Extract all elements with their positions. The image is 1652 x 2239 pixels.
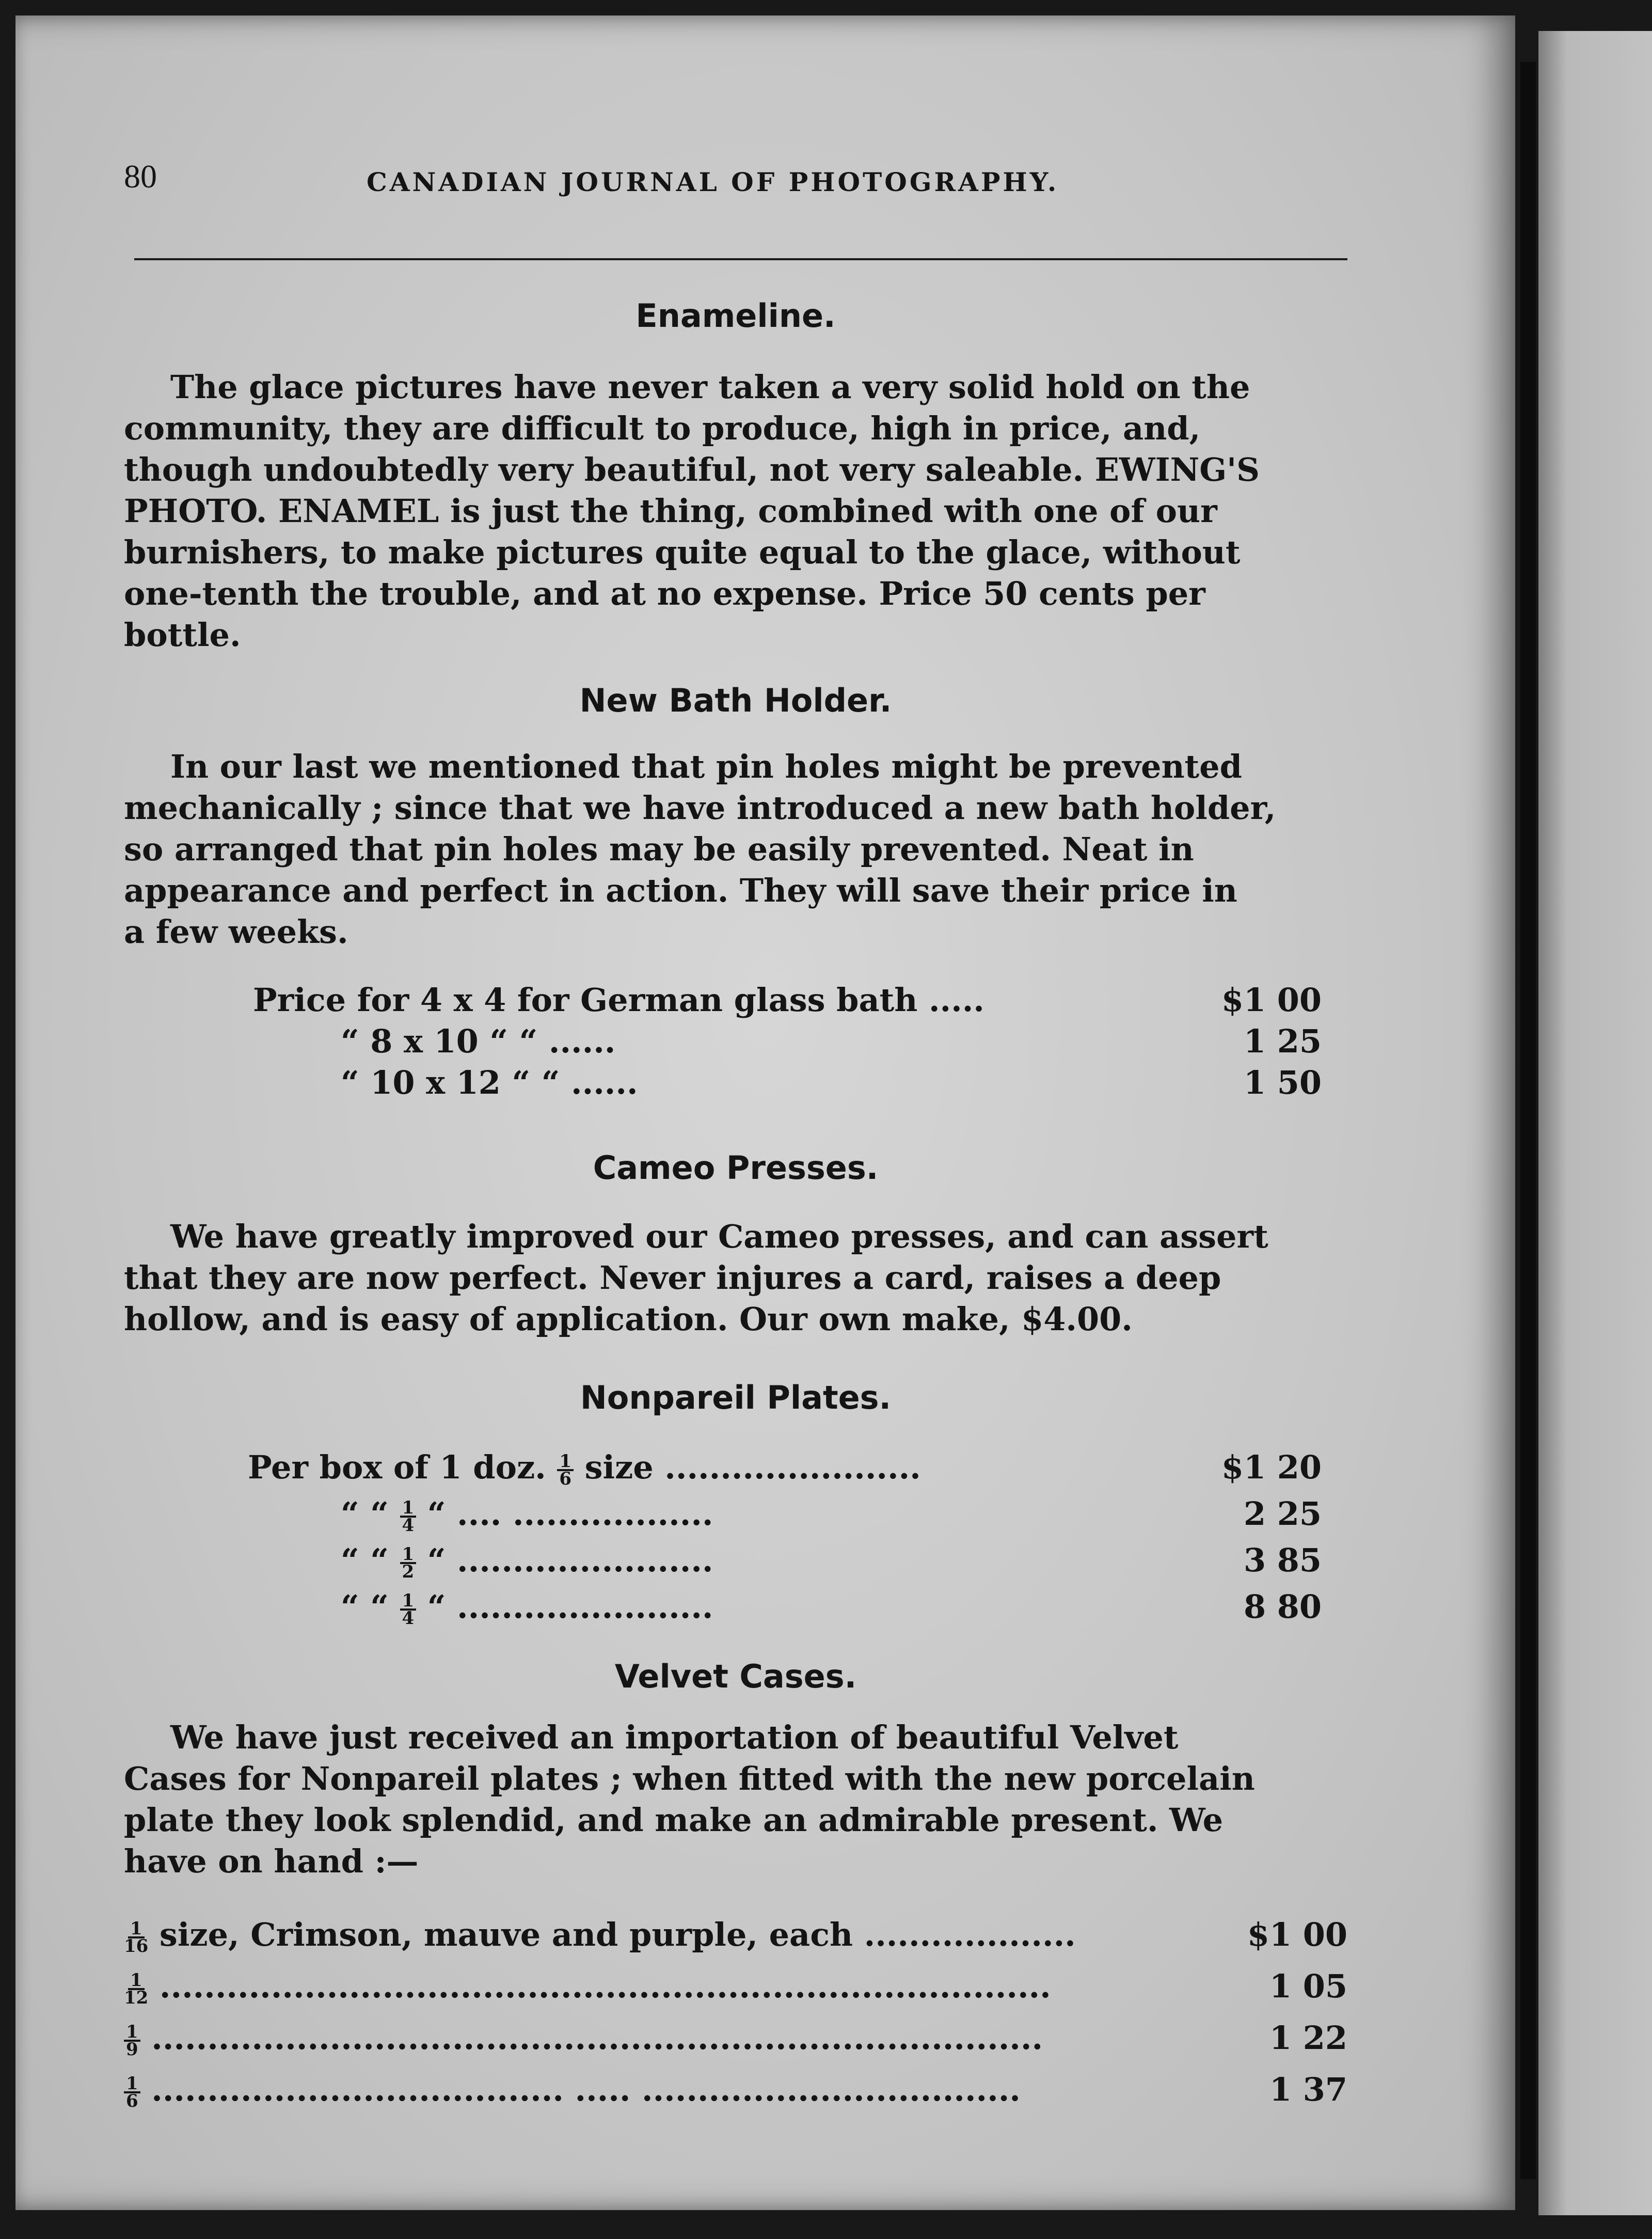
fraction: $\frac{1}{4}$ [400,1500,417,1533]
fraction: $\frac{1}{6}$ [557,1454,574,1487]
running-header [124,157,1347,204]
velvet-row: $\frac{1}{6}$ ..................................... ..... .................................. [124,2071,1021,2109]
nonpareil-price: 3 85 [1243,1541,1322,1579]
text-line: In our last we mentioned that pin holes might be prevented [170,748,1242,785]
text-line: We have greatly improved our Cameo presses, and can assert [170,1218,1268,1255]
velvet-row: $\frac{1}{12}$ ................................................................................ [124,1967,1051,2008]
page-number: 80 [124,158,157,195]
book-page [15,15,1515,2210]
bath-price-row-price: 1 50 [1243,1064,1322,1101]
heading-cameo-presses: Cameo Presses. [593,1149,879,1187]
paragraph-velvet-cases [124,1717,1347,1882]
bath-price-row-desc: “ 8 x 10 “ “ ...... [341,1022,616,1060]
text-line: hollow, and is easy of application. Our own make, $4.00. [124,1300,1133,1338]
velvet-row: $\frac{1}{16}$ size, Crimson, mauve and purple, each ................... [124,1916,1076,1957]
velvet-price: $1 00 [1247,1916,1347,1953]
fraction: $\frac{1}{9}$ [124,2024,140,2057]
paragraph-enameline [124,367,1347,656]
nonpareil-row: “ “ $\frac{1}{4}$ “ .... .................. [341,1495,713,1536]
text-line: mechanically ; since that we have introduced a new bath holder, [124,789,1276,827]
text-line: We have just received an importation of beautiful Velvet [170,1718,1179,1756]
bath-price-row-desc: Price for 4 x 4 for German glass bath ..... [253,981,984,1019]
heading-nonpareil-plates: Nonpareil Plates. [580,1379,892,1416]
fraction: $\frac{1}{4}$ [400,1593,417,1626]
header-rule [134,258,1347,260]
nonpareil-price: 2 25 [1243,1495,1322,1533]
text-line: appearance and perfect in action. They will save their price in [124,872,1237,909]
fraction: $\frac{1}{6}$ [124,2076,140,2109]
velvet-price: 1 22 [1269,2019,1347,2057]
heading-velvet-cases: Velvet Cases. [614,1658,857,1695]
text-line: a few weeks. [124,913,348,951]
text-line: plate they look splendid, and make an admirable present. We [124,1801,1224,1839]
bath-price-row-price: $1 00 [1221,981,1322,1019]
heading-enameline: Enameline. [636,297,836,335]
fraction: $\frac{1}{2}$ [400,1547,417,1580]
bath-price-row-desc: “ 10 x 12 “ “ ...... [341,1064,638,1101]
text-line: so arranged that pin holes may be easily prevented. Neat in [124,830,1194,868]
nonpareil-row: “ “ $\frac{1}{4}$ “ ....................... [341,1588,713,1629]
fraction: $\frac{1}{12}$ [124,1970,149,2008]
paragraph-bath-holder [124,746,1347,953]
text-line: burnishers, to make pictures quite equal to the glace, without [124,533,1241,571]
text-line: Cases for Nonpareil plates ; when fitted with the new porcelain [124,1760,1255,1797]
nonpareil-price: 8 80 [1243,1588,1322,1626]
fraction: $\frac{1}{16}$ [124,1918,149,1957]
text-line: PHOTO. ENAMEL is just the thing, combined with one of our [124,492,1217,530]
text-line: bottle. [124,616,241,654]
nonpareil-row: Per box of 1 doz. $\frac{1}{6}$ size ....................... [248,1448,921,1489]
facing-page-edge [1538,31,1652,2215]
paragraph-cameo-presses [124,1216,1347,1340]
nonpareil-price: $1 20 [1221,1448,1322,1486]
text-line: have on hand :— [124,1842,419,1880]
velvet-row: $\frac{1}{9}$ ................................................................................ [124,2019,1043,2057]
text-line: that they are now perfect. Never injures a card, raises a deep [124,1259,1221,1297]
text-line: The glace pictures have never taken a very solid hold on the [170,368,1250,406]
text-line: community, they are difficult to produce, high in price, and, [124,409,1201,447]
velvet-price: 1 37 [1269,2071,1347,2108]
journal-title: CANADIAN JOURNAL OF PHOTOGRAPHY. [367,167,1059,197]
heading-bath-holder: New Bath Holder. [579,682,892,719]
bath-price-row-price: 1 25 [1243,1022,1322,1060]
text-line: though undoubtedly very beautiful, not very saleable. EWING'S [124,451,1260,488]
velvet-price: 1 05 [1269,1967,1347,2005]
book-gutter [1520,62,1536,2179]
nonpareil-row: “ “ $\frac{1}{2}$ “ ....................... [341,1541,713,1582]
text-line: one-tenth the trouble, and at no expense. Price 50 cents per [124,575,1205,612]
